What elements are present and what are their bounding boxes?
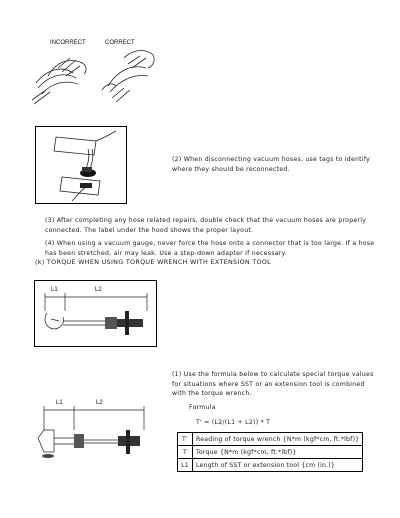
legend-symbol: L1 [178, 459, 193, 472]
hose-removal-illustration [28, 28, 168, 110]
hose-tag-illustration [35, 126, 127, 204]
l1-label: L1 [51, 287, 58, 293]
legend-description: Reading of torque wrench {N*m (kgf*cm, ft.*lbf)} [193, 433, 363, 446]
correct-label: CORRECT [105, 40, 135, 46]
legend-table-wrap [177, 432, 363, 472]
section-heading: (k) TORQUE WHEN USING TORQUE WRENCH WITH EXTENSION TOOL [35, 258, 272, 266]
wrench-extension-illustration [34, 280, 157, 347]
note-4 [45, 239, 375, 258]
formula: T' = (L2/(L1 + L2)) * T [196, 419, 271, 426]
l2-label: L2 [95, 287, 102, 293]
legend-symbol: T' [178, 433, 193, 446]
legend-row [178, 433, 363, 446]
legend-table [177, 432, 363, 472]
note-3-text: (3) After completing any hose related repairs, double check that the vacuum hoses are properly connected. The label under the hood shows the proper layout. [45, 217, 367, 234]
l1-label-2: L1 [56, 400, 63, 406]
legend-row [178, 459, 363, 472]
note-4-text: (4) When using a vacuum gauge, never force the hose onto a connector that is too large. If a hose has been stretched, air may leak. Use a step-down adapter if necessary. [45, 240, 375, 257]
formula-label: Formula [189, 404, 216, 411]
incorrect-label: INCORRECT [50, 40, 86, 46]
torque-wrench-illustration [34, 394, 155, 474]
note-2 [172, 155, 372, 174]
step-1 [172, 370, 377, 399]
legend-row [178, 446, 363, 459]
step-1-text: (1) Use the formula below to calculate special torque values for situations where SST or an extension tool is combined with the torque wrench. [172, 371, 374, 397]
legend-symbol: T [178, 446, 193, 459]
note-2-text: (2) When disconnecting vacuum hoses, use tags to identify where they should be reconnected. [172, 156, 371, 173]
l2-label-2: L2 [96, 400, 103, 406]
note-3 [45, 216, 375, 235]
legend-description: Torque {N*m (kgf*cm, ft.*lbf)} [193, 446, 363, 459]
legend-description: Length of SST or extension tool {cm (in.)} [193, 459, 363, 472]
